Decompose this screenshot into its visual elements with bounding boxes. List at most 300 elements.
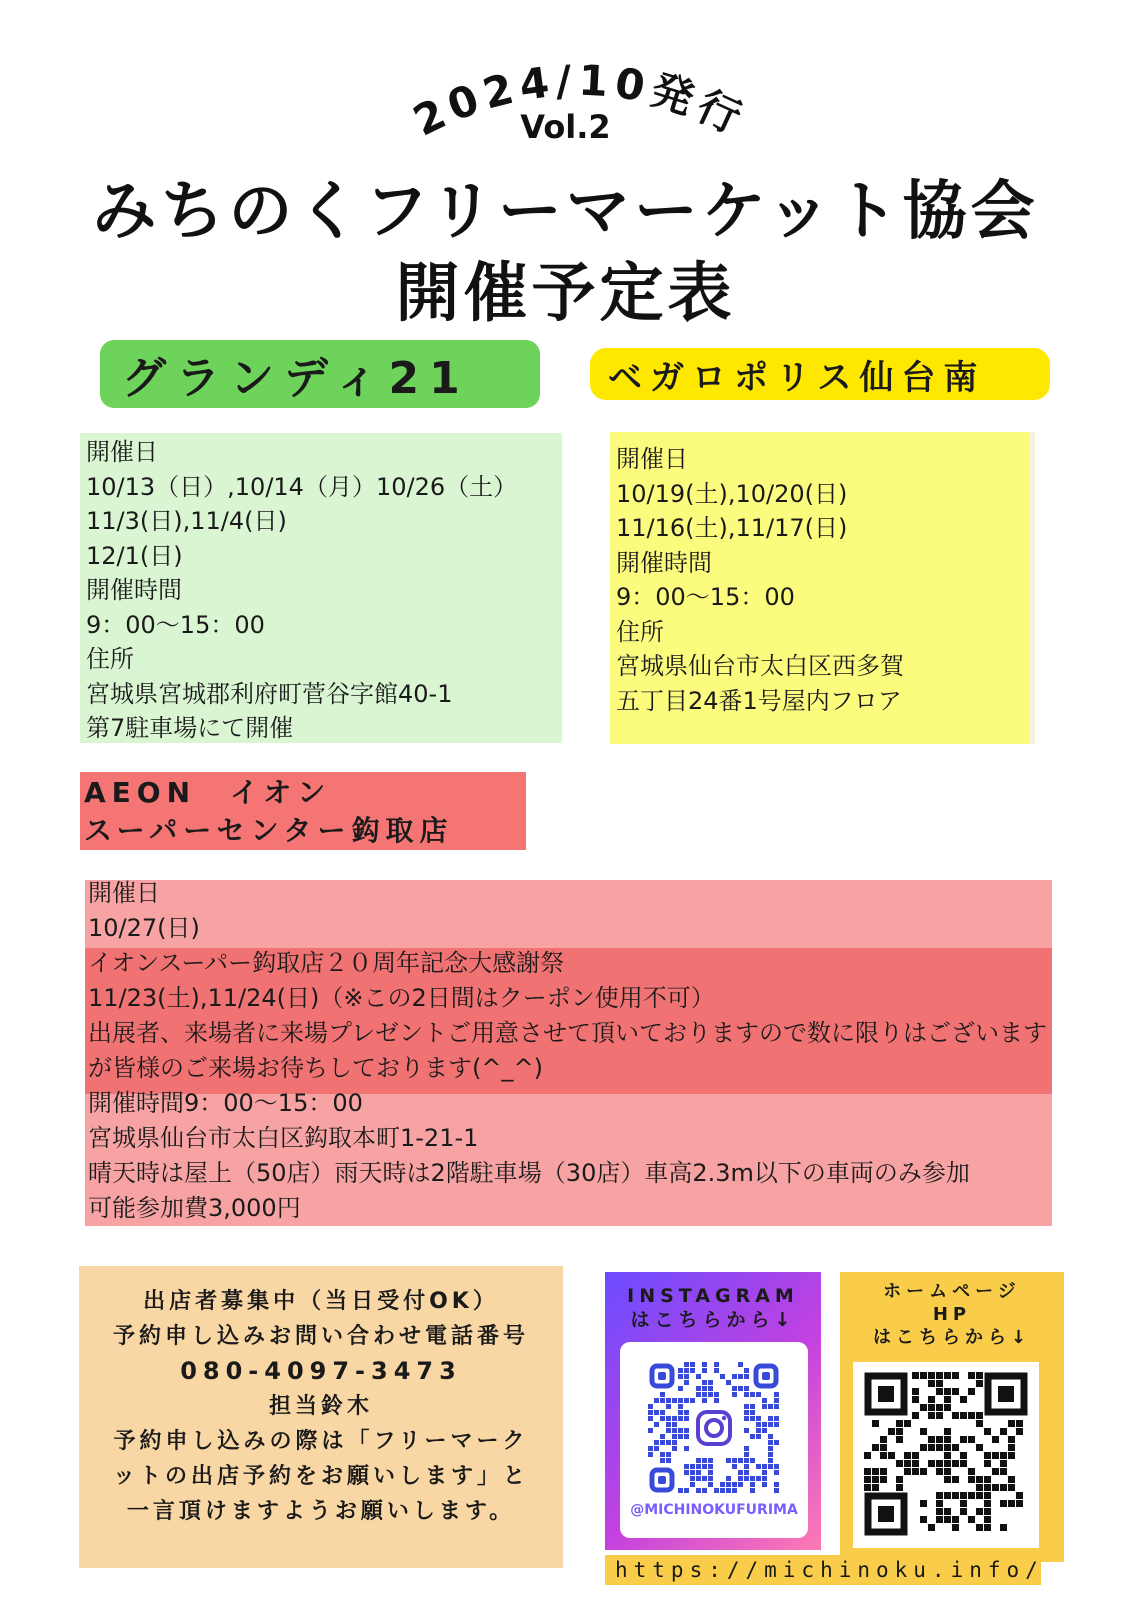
qr-module — [660, 1410, 665, 1415]
qr-module — [944, 1372, 951, 1379]
qr-module — [666, 1440, 671, 1445]
qr-module — [762, 1482, 767, 1487]
qr-module — [944, 1516, 951, 1523]
info-line: イオンスーパー鈎取店２０周年記念大感謝祭 — [88, 949, 565, 977]
qr-module — [744, 1410, 749, 1415]
qr-module — [762, 1476, 767, 1481]
qr-module — [944, 1508, 951, 1515]
qr-module — [968, 1468, 975, 1475]
qr-module — [992, 1436, 999, 1443]
qr-module — [690, 1362, 695, 1367]
qr-module — [984, 1508, 991, 1515]
qr-module — [880, 1444, 887, 1451]
qr-module — [714, 1362, 719, 1367]
qr-module — [928, 1380, 935, 1387]
qr-module — [936, 1444, 943, 1451]
instagram-handle[interactable]: @MICHINOKUFURIMA — [630, 1502, 798, 1518]
aeon-name-line1: AEON イオン — [84, 776, 332, 809]
qr-module — [976, 1444, 983, 1451]
info-line: 晴天時は屋上（50店）雨天時は2階駐車場（30店）車高2.3m以下の車両のみ参加 — [88, 1159, 970, 1187]
qr-module — [720, 1488, 725, 1493]
qr-module — [880, 1476, 887, 1483]
qr-module — [976, 1492, 983, 1499]
qr-module — [690, 1470, 695, 1475]
qr-module — [714, 1488, 719, 1493]
qr-module — [684, 1416, 689, 1421]
qr-module — [944, 1428, 951, 1435]
info-line: 出展者、来場者に来場プレゼントご用意させて頂いておりますので数に限りはございますが皆様のご来場お待ちしております(^_^) — [88, 1019, 1048, 1082]
contact-person: 担当鈴木 — [268, 1394, 373, 1419]
qr-module — [654, 1398, 659, 1403]
qr-module — [708, 1470, 713, 1475]
qr-module — [696, 1392, 701, 1397]
qr-module — [684, 1428, 689, 1433]
qr-code-icon[interactable] — [864, 1372, 1028, 1536]
phone-number[interactable]: 080-4097-3473 — [180, 1357, 462, 1385]
qr-module — [654, 1410, 659, 1415]
qr-module — [678, 1428, 683, 1433]
info-line: 9：00〜15：00 — [616, 583, 795, 611]
qr-module — [726, 1458, 731, 1463]
qr-module — [762, 1470, 767, 1475]
qr-module — [690, 1476, 695, 1481]
qr-module — [968, 1388, 975, 1395]
homepage-title-line3: はこちらから↓ — [872, 1327, 1032, 1348]
qr-module — [648, 1416, 653, 1421]
qr-module — [660, 1434, 665, 1439]
qr-code-icon[interactable] — [648, 1362, 780, 1494]
qr-module — [666, 1458, 671, 1463]
qr-module — [768, 1434, 773, 1439]
qr-module — [912, 1460, 919, 1467]
qr-module — [976, 1476, 983, 1483]
qr-module — [702, 1380, 707, 1385]
qr-module — [648, 1410, 653, 1415]
qr-module — [774, 1470, 779, 1475]
qr-module — [952, 1412, 959, 1419]
qr-module — [678, 1416, 683, 1421]
qr-module — [696, 1488, 701, 1493]
qr-module — [880, 1436, 887, 1443]
qr-module — [912, 1372, 919, 1379]
qr-module — [732, 1482, 737, 1487]
qr-module — [896, 1436, 903, 1443]
aeon-name-line2: スーパーセンター鈎取店 — [84, 814, 454, 847]
qr-module — [774, 1422, 779, 1427]
qr-module — [660, 1440, 665, 1445]
qr-module — [936, 1500, 943, 1507]
info-line: 開催時間 — [86, 576, 182, 604]
qr-module — [880, 1452, 887, 1459]
qr-module — [666, 1404, 671, 1409]
qr-module — [684, 1470, 689, 1475]
qr-module — [684, 1380, 689, 1385]
qr-module — [944, 1468, 951, 1475]
qr-module — [732, 1374, 737, 1379]
qr-module — [666, 1398, 671, 1403]
vegalopolis-info-box — [610, 432, 1035, 744]
qr-module — [720, 1482, 725, 1487]
qr-module — [896, 1476, 903, 1483]
qr-module — [678, 1404, 683, 1409]
qr-module — [684, 1464, 689, 1469]
qr-module — [738, 1482, 743, 1487]
qr-module — [984, 1484, 991, 1491]
qr-module — [928, 1372, 935, 1379]
qr-module — [750, 1482, 755, 1487]
qr-module — [744, 1368, 749, 1373]
qr-module — [960, 1460, 967, 1467]
qr-module — [992, 1484, 999, 1491]
qr-module — [666, 1422, 671, 1427]
qr-module — [756, 1422, 761, 1427]
qr-module — [1016, 1420, 1023, 1427]
qr-module — [928, 1396, 935, 1403]
qr-module — [690, 1398, 695, 1403]
recruit-line: 出店者募集中（当日受付OK） — [143, 1289, 499, 1314]
qr-module — [750, 1434, 755, 1439]
qr-module — [864, 1476, 871, 1483]
qr-module — [696, 1374, 701, 1379]
info-line: 10/13（日）,10/14（月）10/26（土） — [86, 472, 518, 501]
qr-module — [944, 1436, 951, 1443]
qr-module — [774, 1416, 779, 1421]
venue-badge-vegalopolis: ベガロポリス仙台南 — [590, 348, 1050, 400]
qr-module — [920, 1500, 927, 1507]
qr-module — [750, 1410, 755, 1415]
qr-module — [960, 1452, 967, 1459]
qr-module — [952, 1388, 959, 1395]
qr-module — [976, 1420, 983, 1427]
qr-module — [690, 1368, 695, 1373]
qr-module — [992, 1468, 999, 1475]
qr-module — [768, 1404, 773, 1409]
qr-module — [750, 1458, 755, 1463]
qr-module — [690, 1464, 695, 1469]
qr-module — [936, 1468, 943, 1475]
qr-module — [984, 1460, 991, 1467]
qr-module — [920, 1444, 927, 1451]
qr-module — [744, 1464, 749, 1469]
venue-badge-grandy: グランディ21 — [100, 340, 540, 408]
qr-module — [768, 1446, 773, 1451]
qr-module — [702, 1488, 707, 1493]
recruit-line: 一言頂けますようお願いします。 — [126, 1499, 516, 1524]
qr-module — [928, 1524, 935, 1531]
qr-module — [896, 1428, 903, 1435]
qr-module — [750, 1488, 755, 1493]
qr-module — [696, 1470, 701, 1475]
volume-label: Vol.2 — [520, 108, 611, 146]
qr-module — [896, 1460, 903, 1467]
info-line: 開催日 — [88, 879, 160, 907]
qr-module — [756, 1416, 761, 1421]
qr-module — [984, 1500, 991, 1507]
qr-module — [708, 1380, 713, 1385]
info-line: 10/27(日) — [88, 914, 200, 942]
qr-module — [660, 1398, 665, 1403]
qr-module — [762, 1464, 767, 1469]
qr-module — [744, 1446, 749, 1451]
qr-module — [952, 1492, 959, 1499]
qr-module — [774, 1404, 779, 1409]
recruit-line: 予約申し込みお問い合わせ電話番号 — [112, 1324, 529, 1349]
info-line: 五丁目24番1号屋内フロア — [616, 686, 902, 715]
qr-module — [976, 1508, 983, 1515]
qr-module — [936, 1508, 943, 1515]
info-line: 11/16(土),11/17(日) — [616, 514, 848, 542]
grandy-info-box — [80, 433, 562, 743]
qr-module — [684, 1362, 689, 1367]
qr-module — [984, 1476, 991, 1483]
qr-module — [702, 1362, 707, 1367]
qr-module — [968, 1492, 975, 1499]
qr-module — [756, 1476, 761, 1481]
qr-module — [726, 1380, 731, 1385]
qr-module — [904, 1468, 911, 1475]
qr-module — [732, 1464, 737, 1469]
qr-module — [920, 1428, 927, 1435]
qr-module — [726, 1476, 731, 1481]
qr-module — [762, 1428, 767, 1433]
qr-module — [660, 1392, 665, 1397]
qr-module — [920, 1468, 927, 1475]
qr-module — [976, 1412, 983, 1419]
qr-module — [648, 1428, 653, 1433]
info-line: 住所 — [86, 645, 134, 673]
recruit-line: ットの出店予約をお願いします」と — [112, 1464, 529, 1489]
qr-module — [744, 1458, 749, 1463]
qr-module — [944, 1492, 951, 1499]
qr-module — [936, 1460, 943, 1467]
info-line: 9：00〜15：00 — [86, 610, 265, 639]
info-line: 宮城県仙台市太白区鈎取本町1-21-1 — [88, 1124, 479, 1152]
qr-module — [968, 1436, 975, 1443]
qr-module — [774, 1440, 779, 1445]
qr-module — [912, 1468, 919, 1475]
qr-module — [684, 1488, 689, 1493]
homepage-title — [840, 1280, 1064, 1349]
aeon-info-text — [88, 876, 1058, 1226]
qr-module — [714, 1368, 719, 1373]
qr-module — [744, 1452, 749, 1457]
qr-module — [672, 1422, 677, 1427]
qr-module — [864, 1468, 871, 1475]
qr-module — [708, 1464, 713, 1469]
info-line: 宮城県仙台市太白区西多賀 — [616, 652, 904, 680]
qr-module — [726, 1488, 731, 1493]
page-title: みちのくフリーマーケット協会 — [92, 175, 1039, 249]
qr-module — [952, 1476, 959, 1483]
website-url-link[interactable]: https://michinoku.info/ — [605, 1555, 1041, 1585]
qr-module — [944, 1452, 951, 1459]
info-line: 開催日 — [86, 438, 158, 466]
qr-module — [912, 1396, 919, 1403]
qr-module — [666, 1452, 671, 1457]
qr-module — [1000, 1484, 1007, 1491]
info-line: 可能参加費3,000円 — [88, 1194, 301, 1222]
qr-module — [984, 1524, 991, 1531]
qr-module — [960, 1508, 967, 1515]
qr-module — [708, 1476, 713, 1481]
qr-module — [936, 1388, 943, 1395]
qr-module — [762, 1422, 767, 1427]
qr-module — [1000, 1428, 1007, 1435]
qr-module — [774, 1482, 779, 1487]
qr-module — [702, 1386, 707, 1391]
qr-module — [738, 1386, 743, 1391]
qr-module — [684, 1368, 689, 1373]
qr-module — [708, 1392, 713, 1397]
qr-module — [708, 1386, 713, 1391]
qr-module — [702, 1476, 707, 1481]
qr-module — [944, 1388, 951, 1395]
qr-module — [714, 1392, 719, 1397]
qr-module — [744, 1404, 749, 1409]
svg-text:2024/10発行: 2024/10発行 — [405, 55, 754, 146]
qr-module — [732, 1392, 737, 1397]
qr-module — [1008, 1436, 1015, 1443]
qr-module — [960, 1492, 967, 1499]
qr-module — [928, 1460, 935, 1467]
qr-module — [1000, 1468, 1007, 1475]
qr-module — [992, 1452, 999, 1459]
qr-module — [696, 1458, 701, 1463]
info-line: 第7駐車場にて開催 — [86, 714, 294, 742]
qr-module — [960, 1396, 967, 1403]
qr-module — [672, 1434, 677, 1439]
qr-module — [684, 1434, 689, 1439]
qr-module — [872, 1476, 879, 1483]
qr-module — [690, 1482, 695, 1487]
qr-module — [750, 1392, 755, 1397]
venue-badge-aeon — [80, 772, 526, 850]
qr-module — [952, 1524, 959, 1531]
homepage-title-line1: ホームページ — [883, 1281, 1021, 1302]
qr-module — [702, 1458, 707, 1463]
qr-module — [768, 1422, 773, 1427]
info-line: 宮城県宮城郡利府町菅谷字館40-1 — [86, 679, 453, 708]
qr-module — [944, 1404, 951, 1411]
qr-module — [654, 1446, 659, 1451]
qr-module — [984, 1516, 991, 1523]
qr-module — [936, 1404, 943, 1411]
qr-module — [738, 1476, 743, 1481]
instagram-title-line1: INSTAGRAM — [627, 1285, 799, 1307]
qr-module — [984, 1492, 991, 1499]
qr-module — [936, 1380, 943, 1387]
qr-module — [750, 1404, 755, 1409]
qr-module — [744, 1386, 749, 1391]
qr-module — [904, 1420, 911, 1427]
qr-module — [678, 1398, 683, 1403]
qr-module — [864, 1452, 871, 1459]
qr-module — [726, 1482, 731, 1487]
qr-module — [672, 1440, 677, 1445]
qr-module — [708, 1482, 713, 1487]
qr-module — [904, 1460, 911, 1467]
info-line: 10/19(土),10/20(日) — [616, 479, 848, 508]
qr-module — [1016, 1500, 1023, 1507]
info-line: 住所 — [616, 617, 664, 646]
qr-module — [768, 1464, 773, 1469]
instagram-title-line2: はこちらから↓ — [630, 1309, 796, 1331]
qr-module — [912, 1388, 919, 1395]
qr-module — [678, 1434, 683, 1439]
qr-module — [920, 1372, 927, 1379]
qr-module — [720, 1374, 725, 1379]
qr-module — [648, 1404, 653, 1409]
qr-module — [920, 1404, 927, 1411]
qr-module — [928, 1412, 935, 1419]
qr-module — [952, 1444, 959, 1451]
qr-module — [936, 1516, 943, 1523]
qr-module — [696, 1464, 701, 1469]
qr-module — [732, 1458, 737, 1463]
qr-module — [774, 1398, 779, 1403]
qr-module — [756, 1392, 761, 1397]
qr-module — [968, 1516, 975, 1523]
qr-module — [1008, 1476, 1015, 1483]
qr-module — [768, 1452, 773, 1457]
qr-module — [928, 1436, 935, 1443]
qr-module — [660, 1416, 665, 1421]
qr-module — [872, 1468, 879, 1475]
qr-module — [654, 1440, 659, 1445]
qr-module — [976, 1372, 983, 1379]
qr-module — [714, 1398, 719, 1403]
info-line: 12/1(日) — [86, 541, 183, 570]
qr-module — [936, 1372, 943, 1379]
qr-module — [1016, 1428, 1023, 1435]
homepage-title-line2: HP — [932, 1304, 972, 1325]
qr-module — [768, 1440, 773, 1445]
qr-module — [696, 1386, 701, 1391]
qr-module — [774, 1464, 779, 1469]
qr-module — [678, 1410, 683, 1415]
qr-module — [896, 1484, 903, 1491]
qr-module — [756, 1428, 761, 1433]
qr-module — [738, 1362, 743, 1367]
qr-module — [936, 1436, 943, 1443]
qr-module — [904, 1452, 911, 1459]
info-line: 11/23(土),11/24(日)（※この2日間はクーポン使用不可） — [88, 984, 715, 1012]
qr-module — [678, 1488, 683, 1493]
qr-module — [1008, 1452, 1015, 1459]
qr-module — [968, 1412, 975, 1419]
qr-module — [944, 1444, 951, 1451]
qr-module — [678, 1368, 683, 1373]
qr-module — [944, 1460, 951, 1467]
qr-module — [750, 1476, 755, 1481]
qr-module — [684, 1374, 689, 1379]
qr-module — [684, 1446, 689, 1451]
qr-module — [952, 1460, 959, 1467]
qr-module — [738, 1374, 743, 1379]
qr-module — [864, 1484, 871, 1491]
qr-module — [1000, 1452, 1007, 1459]
qr-module — [744, 1470, 749, 1475]
qr-module — [1000, 1500, 1007, 1507]
qr-module — [672, 1446, 677, 1451]
qr-module — [762, 1398, 767, 1403]
qr-module — [708, 1458, 713, 1463]
qr-module — [672, 1428, 677, 1433]
qr-module — [744, 1476, 749, 1481]
qr-module — [912, 1452, 919, 1459]
qr-module — [744, 1416, 749, 1421]
qr-module — [896, 1420, 903, 1427]
